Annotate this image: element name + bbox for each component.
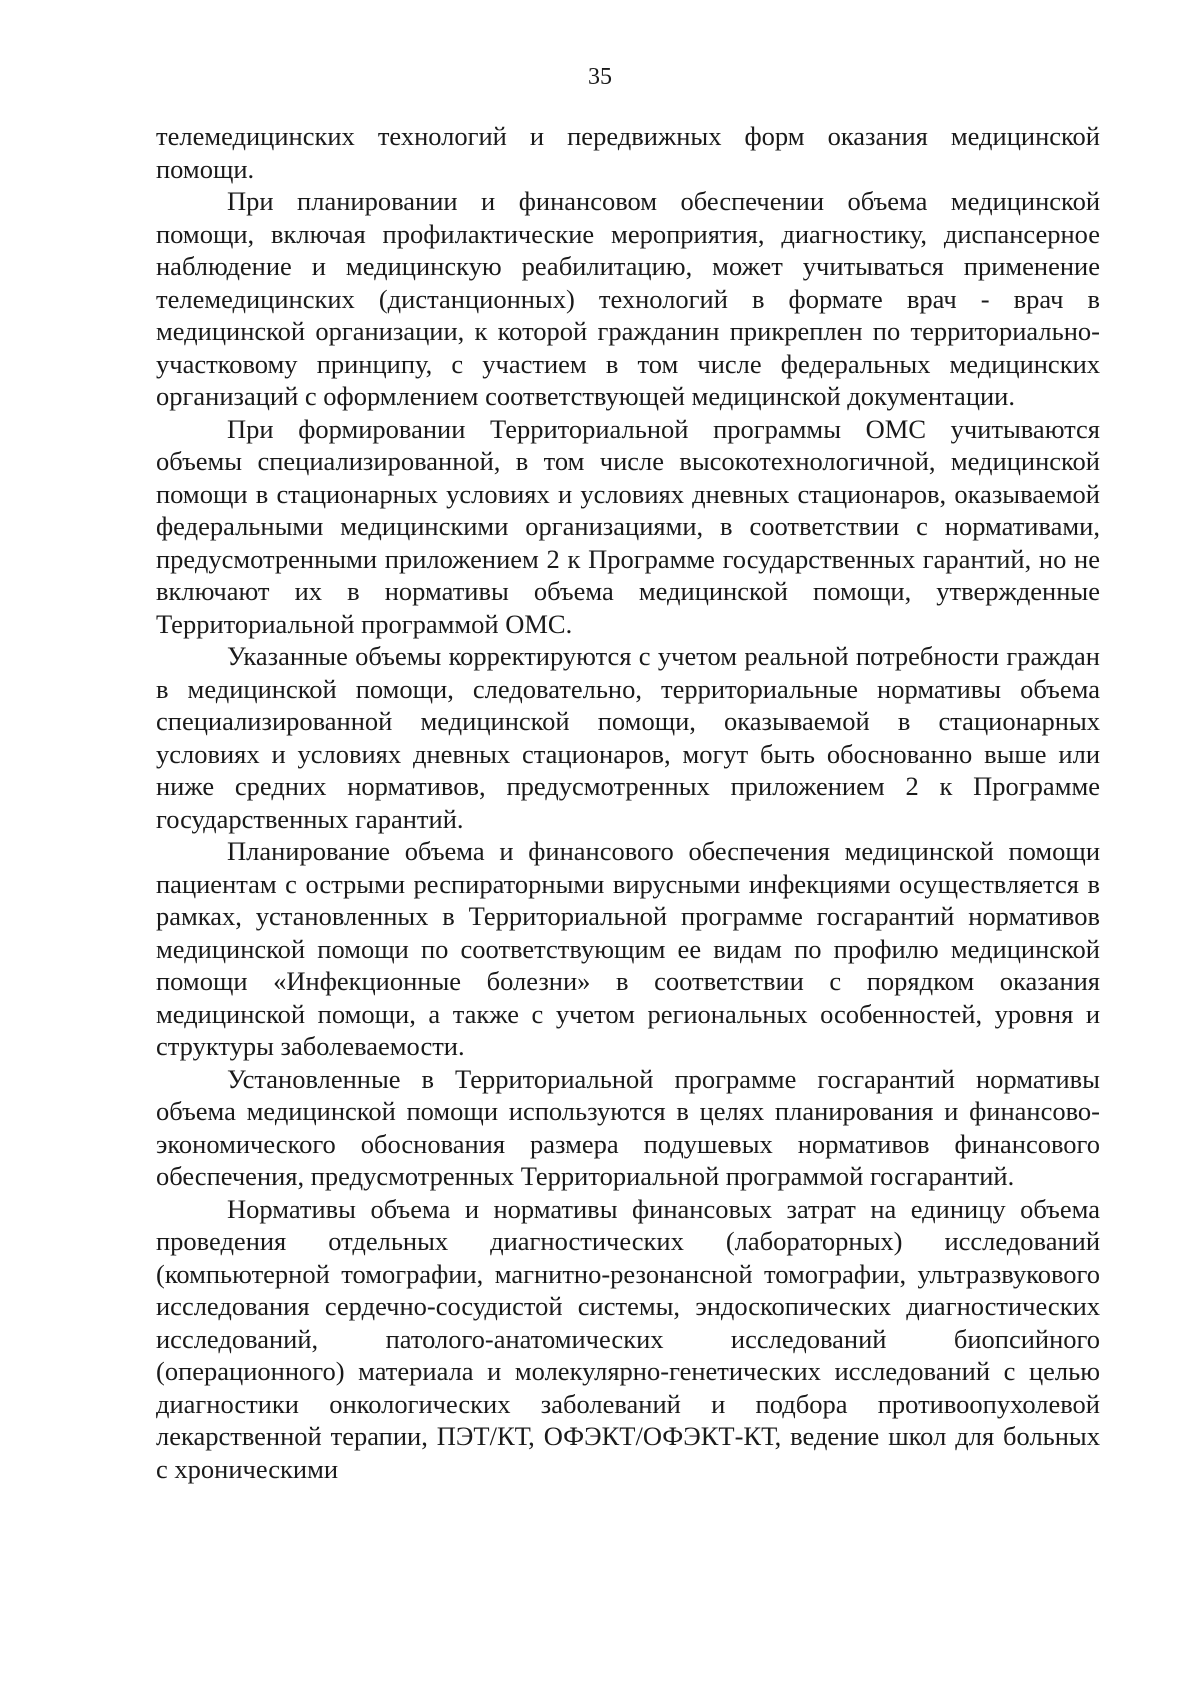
document-body [156,120,1100,1485]
paragraph-established-norms: Установленные в Территориальной программе госгарантий нормативы объема медицинской помощи используются в целях планирования и финансово-экономического обоснования размера подушевых нормативов финансового обеспечения, предусмотренных Территориальной программой госгарантий. [156,1063,1100,1191]
paragraph-oms-program-volumes: При формировании Территориальной программы ОМС учитываются объемы специализированной, в том числе высокотехнологичной, медицинской помощи в стационарных условиях и условиях дневных стационаров, оказываемой федеральными медицинскими организациями, в соответствии с нормативами, предусмотренными приложением 2 к Программе государственных гарантий, но не включают их в нормативы объема медицинской помощи, утвержденные Территориальной программой ОМС. [156,413,1100,639]
paragraph-volume-adjustment: Указанные объемы корректируются с учетом реальной потребности граждан в медицинской помощи, следовательно, территориальные нормативы объема специализированной медицинской помощи, оказываемой в стационарных условиях и условиях дневных стационаров, могут быть обоснованно выше или ниже средних нормативов, предусмотренных приложением 2 к Программе государственных гарантий. [156,641,1100,834]
paragraph-continuation: телемедицинских технологий и передвижных форм оказания медицинской помощи. [156,121,1100,184]
paragraph-diagnostic-norms: Нормативы объема и нормативы финансовых затрат на единицу объема проведения отдельных диагностических (лабораторных) исследований (компьютерной томографии, магнитно-резонансной томографии, ультразвукового исследования сердечно-сосудистой системы, эндоскопических диагностических исследований, патолого-анатомических исследований биопсийного (операционного) материала и молекулярно-генетических исследований с целью диагностики онкологических заболеваний и подбора противоопухолевой лекарственной терапии, ПЭТ/КТ, ОФЭКТ/ОФЭКТ-КТ, ведение школ для больных с хроническими [156,1193,1100,1484]
paragraph-respiratory-infections: Планирование объема и финансового обеспечения медицинской помощи пациентам с острыми респираторными вирусными инфекциями осуществляется в рамках, установленных в Территориальной программе госгарантий нормативов медицинской помощи по соответствующим ее видам по профилю медицинской помощи «Инфекционные болезни» в соответствии с порядком оказания медицинской помощи, а также с учетом региональных особенностей, уровня и структуры заболеваемости. [156,836,1100,1061]
paragraph-telemedicine-planning: При планировании и финансовом обеспечении объема медицинской помощи, включая профилактические мероприятия, диагностику, диспансерное наблюдение и медицинскую реабилитацию, может учитываться применение телемедицинских (дистанционных) технологий в формате врач - врач в медицинской организации, к которой гражданин прикреплен по территориально-участковому принципу, с участием в том числе федеральных медицинских организаций с оформлением соответствующей медицинской документации. [156,186,1100,411]
page-number: 35 [588,64,612,90]
